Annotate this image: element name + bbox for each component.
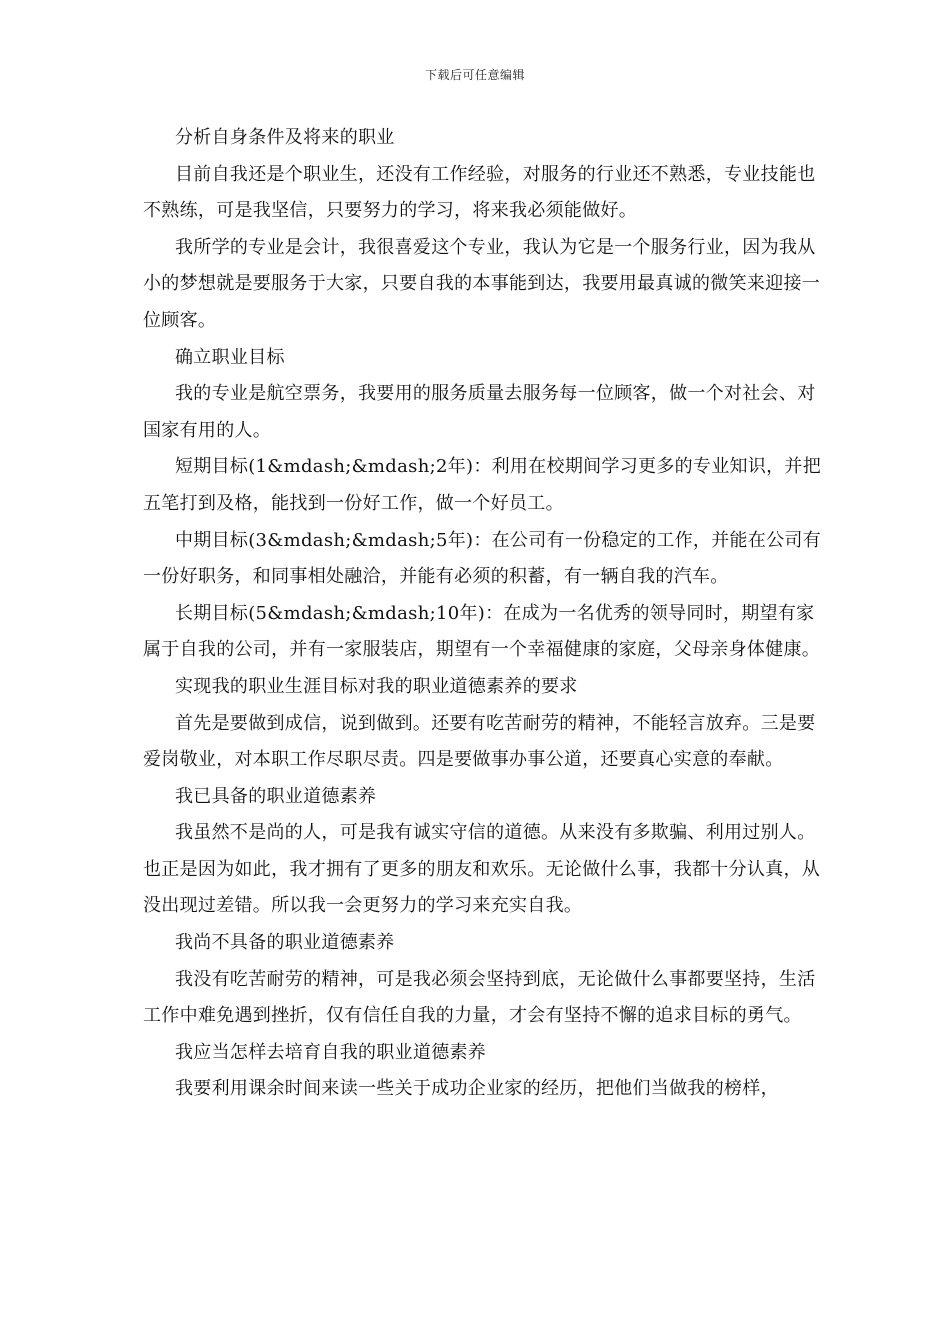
section-heading-self-analysis: 分析自身条件及将来的职业 [175,127,395,148]
section-heading-career-goals: 确立职业目标 [175,346,285,368]
paragraph-ethics-requirements: 首先是要做到成信，说到做到。还要有吃苦耐劳的精神，不能轻言放弃。三是要爱岗敬业，对本职工作尽职尽责。四是要做事办事公道，还要真心实意的奉献。 [143,712,816,771]
page-header-note: 下载后可任意编辑 [424,68,525,82]
section-heading-cultivating-ethics: 我应当怎样去培育自我的职业道德素养 [175,1041,487,1063]
paragraph-existing-ethics: 我虽然不是尚的人，可是我有诚实守信的道德。从来没有多欺骗、利用过别人。也正是因为如此，我才拥有了更多的朋友和欢乐。无论做什么事，我都十分认真，从没出现过差错。所以我一会更努力的学习来充实自我。 [143,822,821,917]
paragraph-mid-term-goal: 中期目标(3&mdash;&mdash;5年)：在公司有一份稳定的工作，并能在公司有一份好职务，和同事相处融洽，并能有必须的积蓄，有一辆自我的汽车。 [143,529,822,588]
document-body [143,120,823,1108]
paragraph-aviation-ticketing: 我的专业是航空票务，我要用的服务质量去服务每一位顾客，做一个对社会、对国家有用的人。 [143,383,816,441]
paragraph-short-term-goal: 短期目标(1&mdash;&mdash;2年)：利用在校期间学习更多的专业知识，并把五笔打到及格，能找到一份好工作，做一个好员工。 [143,456,822,514]
paragraph-long-term-goal: 长期目标(5&mdash;&mdash;10年)：在成为一名优秀的领导同时，期望有家属于自我的公司，并有一家服装店，期望有一个幸福健康的家庭，父母亲身体健康。 [143,602,821,661]
section-heading-ethics-requirements: 实现我的职业生涯目标对我的职业道德素养的要求 [175,675,578,697]
paragraph-cultivating-ethics: 我要利用课余时间来读一些关于成功企业家的经历，把他们当做我的榜样， [175,1078,779,1100]
paragraph-lacking-ethics: 我没有吃苦耐劳的精神，可是我必须会坚持到底，无论做什么事都要坚持，生活工作中难免遇到挫折，仅有信任自我的力量，才会有坚持不懈的追求目标的勇气。 [143,968,816,1027]
paragraph-current-situation: 目前自我还是个职业生，还没有工作经验，对服务的行业还不熟悉，专业技能也不熟练，可是我坚信，只要努力的学习，将来我必须能做好。 [143,163,816,222]
section-heading-lacking-ethics: 我尚不具备的职业道德素养 [175,932,395,954]
paragraph-major-accounting: 我所学的专业是会计，我很喜爱这个专业，我认为它是一个服务行业，因为我从小的梦想就是要服务于大家，只要自我的本事能到达，我要用最真诚的微笑来迎接一位顾客。 [143,236,821,331]
section-heading-existing-ethics: 我已具备的职业道德素养 [175,785,377,807]
